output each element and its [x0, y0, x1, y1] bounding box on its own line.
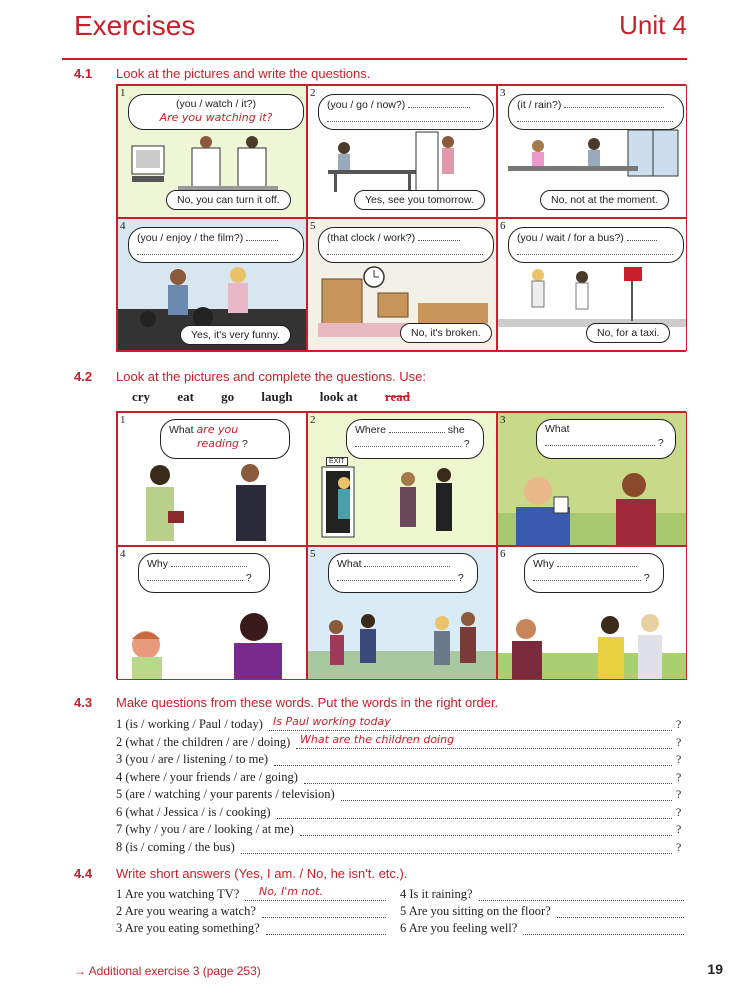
question-text: Are you feeling well? [408, 921, 518, 935]
reading-woman-illustration [118, 413, 307, 546]
answer-line [277, 818, 672, 819]
section-4-2-instruction: Look at the pictures and complete the questions. Use: [116, 369, 427, 384]
panel-number: 5 [310, 548, 316, 560]
question-end: ? [463, 438, 470, 451]
question-start: Where [355, 424, 386, 436]
answer-line [262, 917, 386, 918]
laughing-people-illustration [498, 547, 687, 680]
short-answer-question [400, 904, 551, 919]
word-used: read [384, 389, 410, 404]
answer-line [274, 765, 672, 766]
panel-number: 6 [500, 220, 506, 232]
section-4-1-number: 4.1 [74, 66, 93, 81]
section-4-2-number: 4.2 [74, 369, 93, 384]
item-number: 4 [116, 769, 123, 784]
question-row [116, 787, 335, 802]
item-number: 4 [400, 887, 407, 901]
panel-4-1-5 [307, 218, 497, 351]
section-4-4-number: 4.4 [74, 866, 93, 881]
short-answer-question [400, 887, 473, 902]
question-row [116, 805, 271, 820]
word-prompt: (what / the children / are / doing) [125, 734, 291, 749]
question-text: Are you wearing a watch? [124, 904, 256, 918]
answer-line [523, 934, 684, 935]
answer-line [241, 853, 672, 854]
panel-number: 4 [120, 220, 126, 232]
answer-line [341, 800, 672, 801]
panel-number: 1 [120, 414, 126, 426]
page-title: Exercises [74, 10, 196, 41]
question-row [116, 752, 268, 767]
panel-4-2-1 [117, 412, 307, 546]
panel-4-1-4 [117, 218, 307, 351]
question-row [116, 717, 263, 732]
question-text: Are you eating something? [124, 921, 260, 935]
question-mark: ? [676, 804, 682, 819]
panel-number: 2 [310, 414, 316, 426]
answer-field[interactable]: What are the children doing [300, 732, 455, 746]
exercise-4-2-grid [116, 411, 686, 679]
answer-line [266, 934, 386, 935]
item-number: 5 [116, 787, 123, 801]
word: go [221, 389, 235, 404]
question-start: What [169, 424, 194, 436]
panel-number: 2 [310, 87, 316, 99]
handwritten-answer: Are you watching it? [159, 111, 273, 125]
answer-line [245, 900, 386, 901]
short-answer-question [400, 921, 517, 936]
item-number: 2 [116, 904, 123, 918]
question-mid: she [447, 424, 465, 436]
panel-4-1-2 [307, 85, 497, 218]
panel-number: 4 [120, 548, 126, 560]
item-number: 6 [400, 921, 407, 935]
panel-4-1-1 [117, 85, 307, 218]
question-text: Are you watching TV? [124, 887, 240, 901]
word-prompt: (are / watching / your parents / television) [125, 787, 335, 801]
item-number: 5 [400, 904, 407, 918]
question-row [116, 770, 298, 785]
item-number: 3 [116, 921, 123, 935]
word-prompt: (what / Jessica / is / cooking) [125, 804, 271, 819]
reply-bubble: Yes, see you tomorrow. [354, 190, 485, 210]
crying-boy-illustration [118, 547, 307, 680]
item-number: 7 [116, 822, 123, 836]
question-start: Why [147, 558, 168, 570]
question-end: ? [643, 572, 650, 585]
panel-4-1-3 [497, 85, 687, 218]
reply-bubble: No, for a taxi. [586, 323, 670, 343]
word: eat [177, 389, 194, 404]
prompt-text: (you / enjoy / the film?) [137, 232, 244, 244]
pointing-people-illustration [308, 547, 497, 680]
section-4-1-instruction: Look at the pictures and write the questions. [116, 66, 371, 81]
additional-exercise-link[interactable]: → Additional exercise 3 (page 253) [74, 964, 261, 978]
page-number: 19 [707, 961, 723, 977]
answer-line [300, 835, 672, 836]
question-start: Why [533, 558, 554, 570]
prompt-text: (you / watch / it?) [176, 98, 256, 110]
question-text: Is it raining? [409, 887, 473, 901]
handwritten-answer: are you [196, 423, 239, 436]
prompt-text: (it / rain?) [517, 99, 562, 111]
eating-man-illustration [498, 413, 687, 546]
panel-number: 3 [500, 414, 506, 426]
reply-bubble: No, you can turn it off. [166, 190, 291, 210]
question-start: What [337, 558, 362, 570]
answer-line [304, 783, 672, 784]
question-row [116, 735, 290, 750]
word: look at [319, 389, 358, 404]
header-rule [62, 58, 687, 60]
question-mark: ? [676, 822, 682, 836]
handwritten-answer: reading [197, 437, 240, 451]
question-end: ? [241, 438, 248, 451]
section-4-3-number: 4.3 [74, 695, 93, 710]
unit-label: Unit 4 [619, 10, 687, 40]
item-number: 3 [116, 752, 123, 766]
question-mark: ? [676, 734, 682, 749]
word-prompt: (you / are / listening / to me) [125, 752, 269, 766]
reply-bubble: No, not at the moment. [540, 190, 669, 210]
answer-line [269, 730, 672, 731]
item-number: 1 [116, 887, 123, 901]
panel-number: 5 [310, 220, 316, 232]
section-4-4-instruction: Write short answers (Yes, I am. / No, he isn't. etc.). [116, 866, 408, 881]
prompt-text: (that clock / work?) [327, 232, 416, 244]
panel-4-2-4 [117, 546, 307, 680]
exercise-4-1-grid [116, 84, 686, 352]
item-number: 6 [116, 804, 123, 819]
question-text: Are you sitting on the floor? [408, 904, 551, 918]
section-4-3-instruction: Make questions from these words. Put the words in the right order. [116, 695, 499, 710]
question-end: ? [657, 437, 664, 450]
question-row [116, 840, 235, 855]
panel-number: 1 [120, 87, 126, 99]
short-answer-question [116, 904, 256, 919]
answer-line [296, 748, 672, 749]
question-mark: ? [676, 839, 682, 854]
prompt-text: (you / go / now?) [327, 99, 406, 111]
reply-bubble: No, it's broken. [400, 323, 492, 343]
question-mark: ? [676, 787, 682, 801]
item-number: 2 [116, 734, 123, 749]
question-end: ? [245, 572, 252, 585]
word-prompt: (where / your friends / are / going) [125, 769, 298, 784]
short-answer-question [116, 887, 239, 902]
question-end: ? [457, 572, 464, 585]
panel-4-2-3 [497, 412, 687, 546]
word-prompt: (why / you / are / looking / at me) [125, 822, 294, 836]
question-mark: ? [676, 717, 682, 731]
panel-4-1-6 [497, 218, 687, 351]
word-box [132, 389, 434, 405]
word-prompt: (is / coming / the bus) [125, 839, 235, 854]
short-answer-question [116, 921, 260, 936]
answer-line [479, 900, 684, 901]
panel-4-2-5 [307, 546, 497, 680]
panel-number: 6 [500, 548, 506, 560]
exit-sign: EXIT [326, 457, 348, 466]
answer-line [557, 917, 684, 918]
question-mark: ? [676, 769, 682, 784]
exit-door-illustration [308, 413, 497, 546]
answer-field[interactable]: Is Paul working today [273, 715, 391, 728]
question-mark: ? [676, 752, 682, 766]
item-number: 8 [116, 839, 123, 854]
word: cry [132, 389, 151, 404]
panel-4-2-6 [497, 546, 687, 680]
item-number: 1 [116, 717, 123, 731]
answer-field[interactable]: No, I'm not. [259, 885, 323, 898]
word-prompt: (is / working / Paul / today) [125, 717, 263, 731]
word: laugh [261, 389, 293, 404]
prompt-text: (you / wait / for a bus?) [517, 232, 624, 244]
question-row [116, 822, 294, 837]
panel-4-2-2 [307, 412, 497, 546]
panel-number: 3 [500, 87, 506, 99]
question-start: What [545, 423, 570, 435]
reply-bubble: Yes, it's very funny. [180, 325, 291, 345]
